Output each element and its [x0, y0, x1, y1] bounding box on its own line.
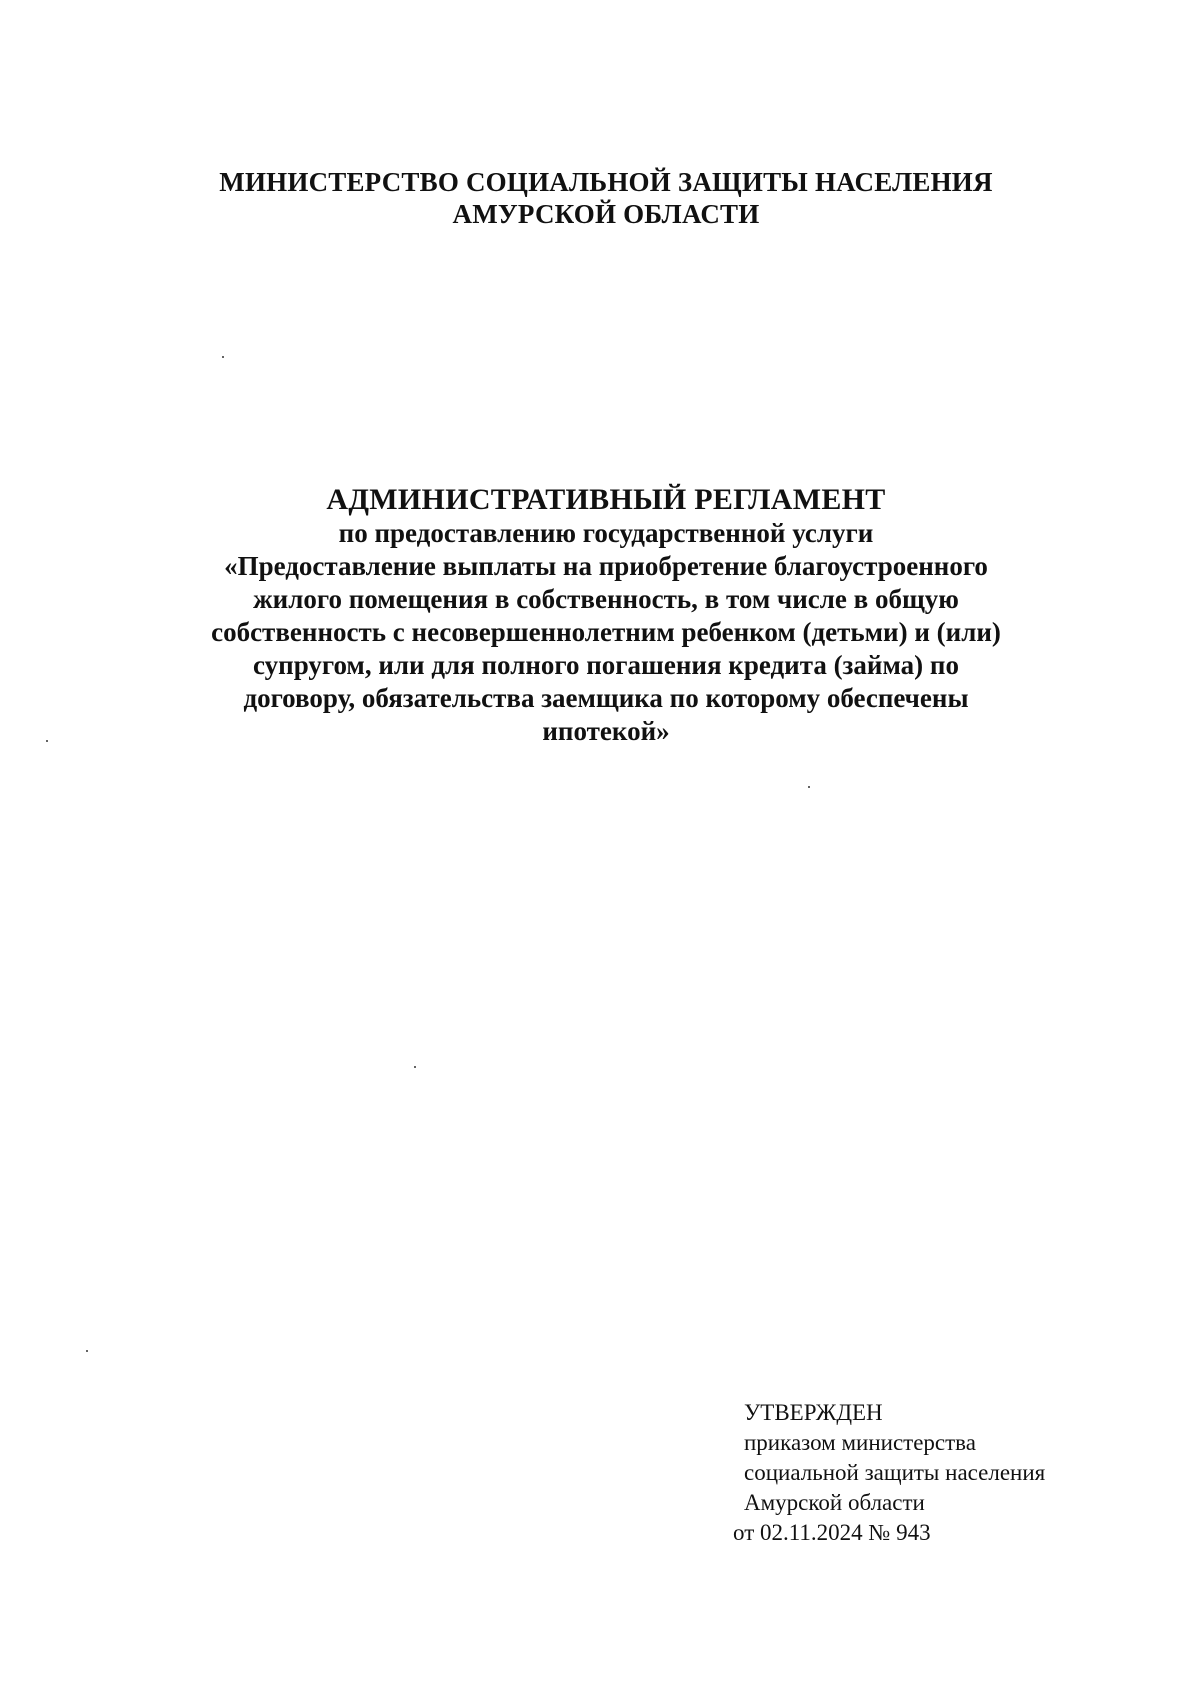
service-name-line: супругом, или для полного погашения кредита (займа) по [253, 650, 959, 680]
scan-speck [808, 786, 810, 788]
document-title: АДМИНИСТРАТИВНЫЙ РЕГЛАМЕНТ [326, 483, 886, 516]
approval-status: УТВЕРЖДЕН [744, 1400, 883, 1425]
regulation-title-block [0, 482, 1200, 748]
approval-stamp-block [733, 1398, 1046, 1548]
document-subtitle: по предоставлению государственной услуги [338, 518, 874, 548]
service-name-line: «Предоставление выплаты на приобретение благоустроенного [224, 551, 988, 581]
service-name-line: договору, обязательства заемщика по которому обеспечены [243, 683, 969, 713]
scan-speck [222, 356, 224, 358]
ministry-name-line-1: МИНИСТЕРСТВО СОЦИАЛЬНОЙ ЗАЩИТЫ НАСЕЛЕНИЯ [219, 167, 993, 197]
scan-speck [414, 1066, 416, 1068]
approval-line-1: приказом министерства [744, 1430, 976, 1455]
service-name-line: ипотекой» [542, 716, 670, 746]
scan-speck [86, 1350, 88, 1352]
ministry-header [0, 166, 1200, 230]
service-name-line: жилого помещения в собственность, в том числе в общую [253, 584, 959, 614]
approval-line-3: Амурской области [744, 1490, 925, 1515]
ministry-name-line-2: АМУРСКОЙ ОБЛАСТИ [452, 199, 760, 229]
service-name-line: собственность с несовершеннолетним ребенком (детьми) и (или) [211, 617, 1001, 647]
approval-line-2: социальной защиты населения [744, 1460, 1046, 1485]
approval-date-number: от 02.11.2024 № 943 [733, 1520, 931, 1545]
scan-speck [46, 740, 48, 742]
